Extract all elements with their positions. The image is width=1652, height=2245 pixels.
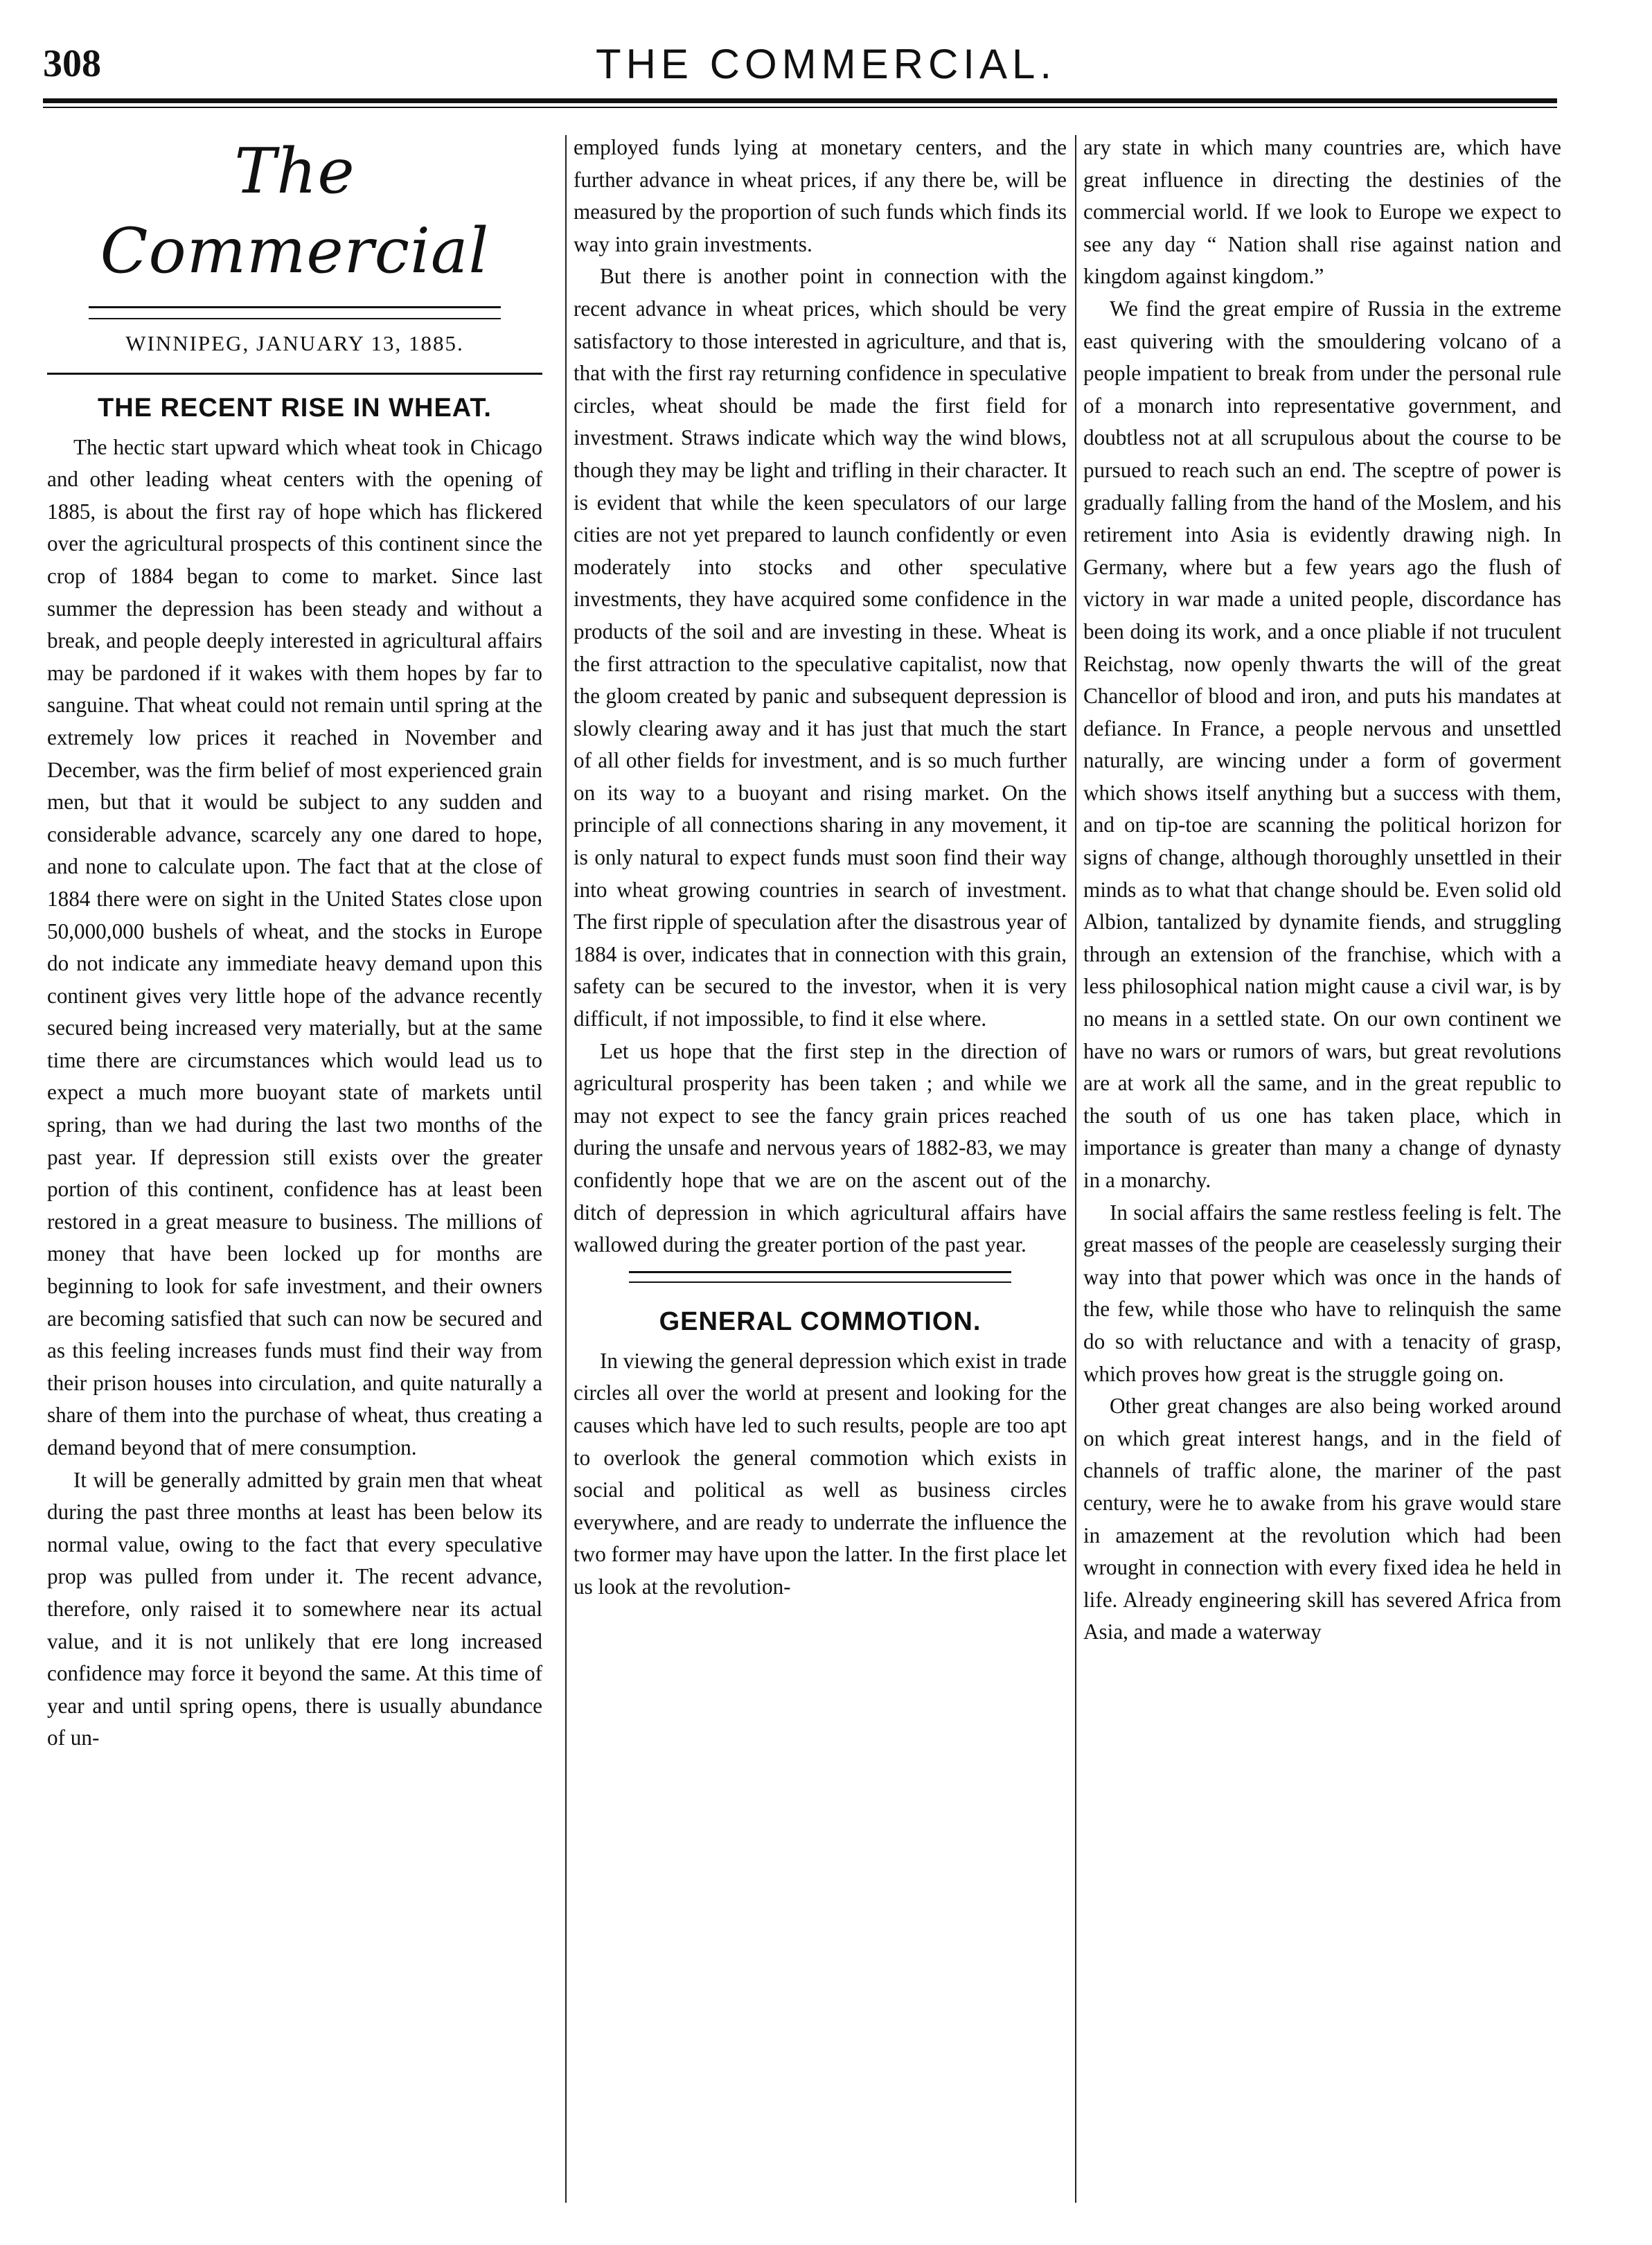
- article-paragraph: The hectic start upward which wheat took in Chicago and other leading wheat centers with the opening of 1885, is about the first ray of hope which has flickered over the agricultural prospects of this continent since the crop of 1884 began to come to market. Since last summer the depression has been steady and without a break, and people deeply interested in agricultural affairs may be pardoned if it wakes with them hopes by far to sanguine. That wheat could not remain until spring at the extremely low prices it reached in November and December, was the firm belief of most experienced grain men, but that it would be subject to any sudden and considerable advance, scarcely any one dared to hope, and none to calculate upon. The fact that at the close of 1884 there were on sight in the United States close upon 50,000,000 bushels of wheat, and the stocks in Europe do not indicate any immediate heavy demand upon this continent gives very little hope of the advance recently secured being increased very materially, but at the same time there are circumstances which would lead us to expect a much more buoyant state of markets until spring, than we had during the last two months of the past year. If depression still exists over the greater portion of this continent, confidence has at least been restored in a great measure to business. The millions of money that have been locked up for months are beginning to look for safe investment, and their owners are becoming satisfied that such can now be secured and as this feeling increases funds must find their way from their prison houses into circulation, and quite naturally a share of them into the purchase of wheat, thus creating a demand beyond that of mere consumption.: [47, 434, 542, 1459]
- article-paragraph: In viewing the general depression which exist in trade circles all over the world at present and looking for the causes which have led to such results, people are too apt to overlook the general commotion which exists in social and political as well as business circles everywhere, and are ready to underrate the influence the two former may have upon the latter. In the first place let us look at the revolution-: [574, 1348, 1067, 1599]
- article-headline-wheat: THE RECENT RISE IN WHEAT.: [98, 393, 492, 423]
- column-1: [47, 132, 542, 1755]
- article-paragraph: But there is another point in connection with the recent advance in wheat prices, which should be very satisfactory to those interested in agriculture, and that is, that with the first ray returning confidence in speculative circles, wheat should be made the first field for investment. Straws indicate which way the wind blows, though they may be light and trifling in their character. It is evident that while the keen speculators of our large cities are not yet prepared to launch confidently or even moderately into stocks and other speculative investments, they have acquired some confidence in the products of the soil and are investing in these. Wheat is the first attraction to the speculative capitalist, now that the gloom created by panic and subsequent depression is slowly clearing away and it has just that much the start of all other fields for investment, and is so much further on its way to a buoyant and rising market. On the principle of all connections sharing in any movement, it is only natural to expect funds must soon find their way into wheat growing countries in search of investment. The first ripple of speculation after the disastrous year of 1884 is over, indicates that in connection with this grain, safety can be secured to the investor, when it is very difficult, if not impossible, to find it else where.: [574, 264, 1067, 1031]
- article-headline-commotion: GENERAL COMMOTION.: [659, 1306, 982, 1336]
- article-paragraph: Other great changes are also being worked around on which great interest hangs, and in the field of channels of traffic alone, the mariner of the past century, were he to awake from his grave would stare in amazement at the revolution which had been wrought in connection with every fixed idea he held in life. Already engineering skill has severed Africa from Asia, and made a waterway: [1083, 1394, 1561, 1644]
- running-title: THE COMMERCIAL.: [595, 41, 1057, 87]
- article-paragraph: employed funds lying at monetary centers, and the further advance in wheat prices, if any there be, will be measured by the proportion of such funds which finds its way into grain investments.: [574, 135, 1067, 256]
- article-paragraph: Let us hope that the first step in the direction of agricultural prosperity has been taken ; and while we may not expect to see the fancy grain prices reached during the unsafe and nervous years of 1882-83, we may confidently hope that we are on the ascent out of the ditch of depression in which agricultural affairs have wallowed during the greater portion of the past year.: [574, 1038, 1067, 1257]
- column-2: [574, 132, 1067, 1604]
- column-rule-left: [565, 135, 567, 2203]
- article-paragraph: ary state in which many countries are, which have great influence in directing the destinies of the commercial world. If we look to Europe we expect to see any day “ Nation shall rise against nation and kingdom against kingdom.”: [1083, 135, 1561, 289]
- header-rule-thin: [43, 107, 1557, 108]
- article-paragraph: We find the great empire of Russia in the extreme east quivering with the smouldering volcano of a people impatient to break from under the personal rule of a monarch into representative government, and doubtless not at all scrupulous about the course to be pursued to reach such an end. The sceptre of power is gradually falling from the hand of the Moslem, and his retirement into Asia is evidently drawing nigh. In Germany, where but a few years ago the flush of victory in war made a united people, discordance has been doing its work, and a once pliable if not truculent Reichstag, now openly thwarts the will of the great Chancellor of blood and iron, and puts his mandates at defiance. In France, a people nervous and unsettled naturally, are wincing under a form of goverment which shows itself anything but a success with them, and on tip-toe are scanning the political horizon for signs of change, although thoroughly unsettled in their minds as to what that change should be. Even solid old Albion, tantalized by dynamite fiends, and struggling through an extension of the franchise, which with a less philosophical nation might cause a civil war, is by no means in a settled state. On our own continent we have no wars or rumors of wars, but great revolutions are at work all the same, and in the great republic to the south of us one has taken place, which in importance is greater than many a change of dynasty in a monarchy.: [1083, 296, 1561, 1192]
- dateline: WINNIPEG, JANUARY 13, 1885.: [125, 331, 464, 355]
- masthead-title: The Commercial: [100, 135, 490, 287]
- masthead-rule: [47, 373, 542, 375]
- masthead-double-rule: [89, 306, 501, 319]
- page-number: 308: [43, 42, 101, 85]
- section-separator: [629, 1271, 1011, 1283]
- article-paragraph: In social affairs the same restless feeling is felt. The great masses of the people are ceaselessly surging their way into that power which was once in the hands of the few, while those who have to relinquish the same do so with reluctance and with a tenacity of grasp, which proves how great is the struggle going on.: [1083, 1200, 1561, 1386]
- header-rule-thick: [43, 98, 1557, 103]
- column-rule-right: [1075, 135, 1076, 2203]
- column-3: [1083, 132, 1561, 1649]
- article-paragraph: It will be generally admitted by grain men that wheat during the past three months at least has been below its normal value, owing to the fact that every speculative prop was pulled from under it. The recent advance, therefore, only raised it to somewhere near its actual value, and it is not unlikely that ere long increased confidence may force it beyond the same. At this time of year and until spring opens, there is usually abundance of un-: [47, 1467, 542, 1750]
